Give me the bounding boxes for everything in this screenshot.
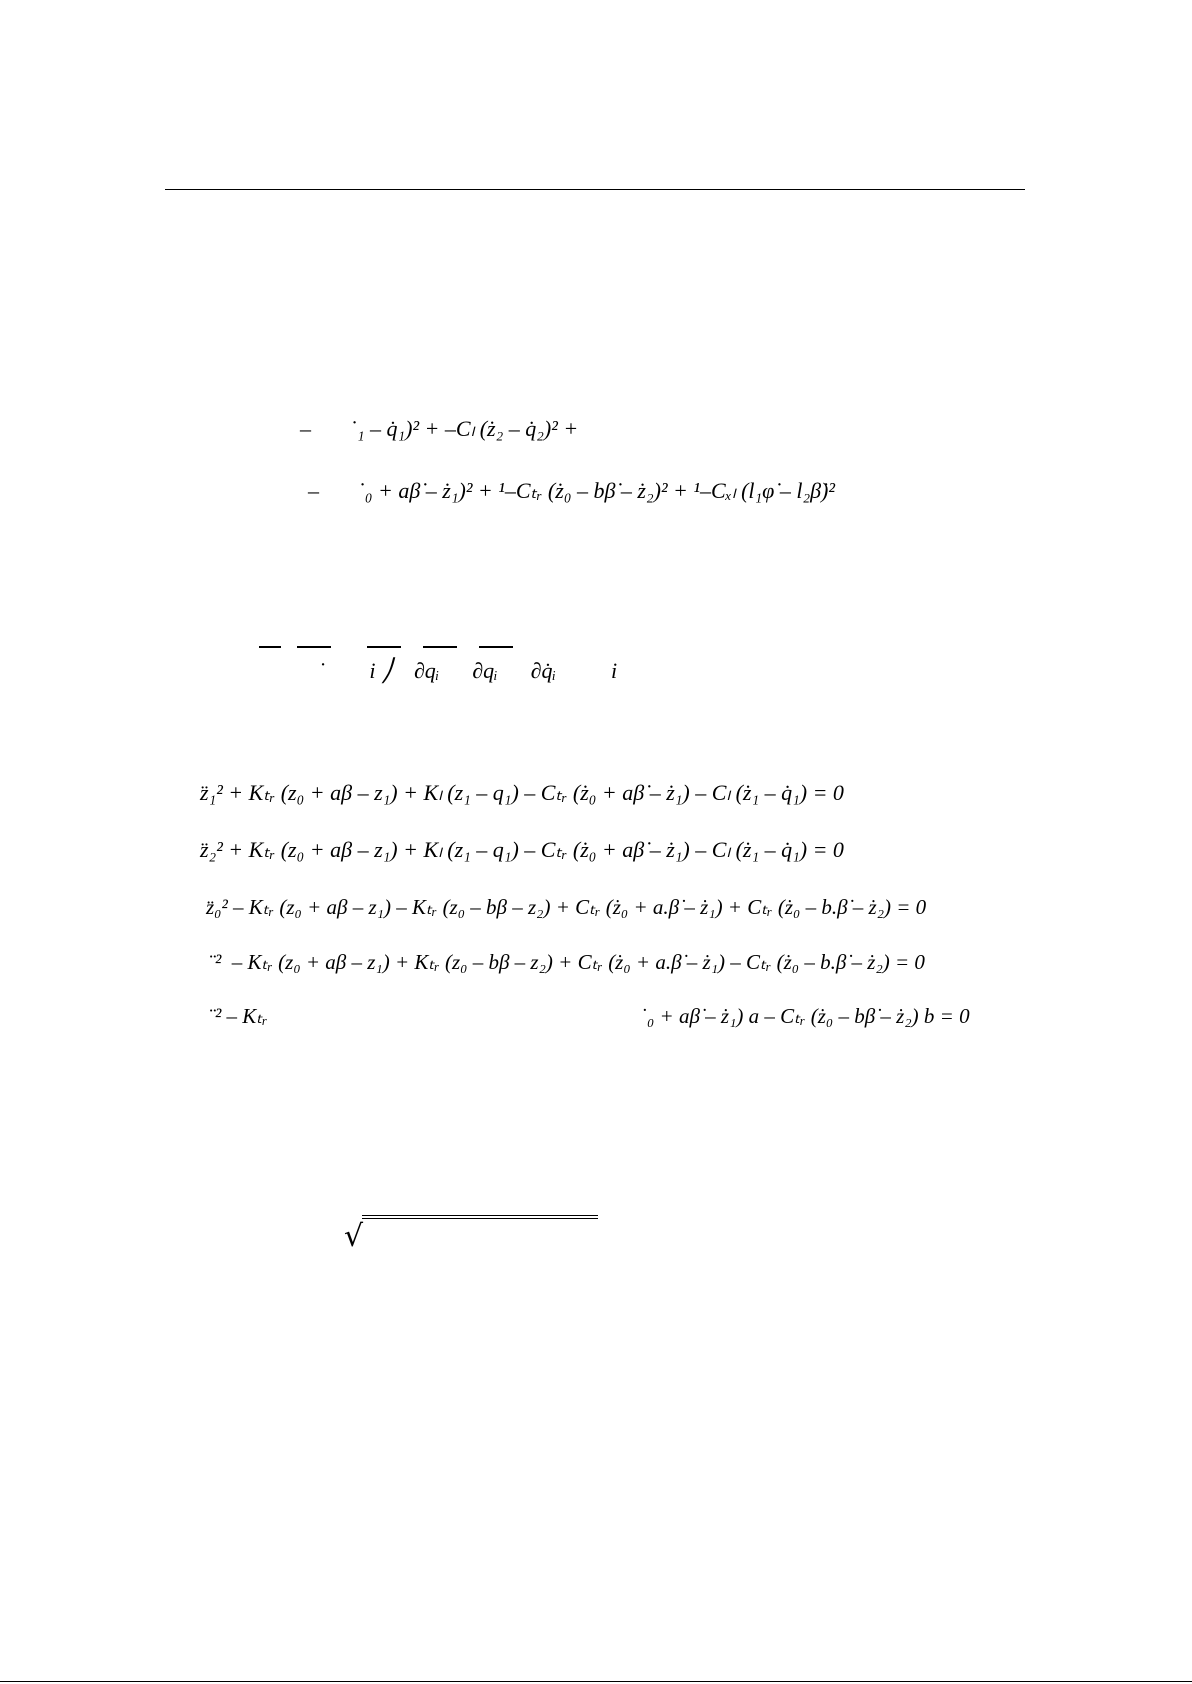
motion-equation-2: z̈₂² + Kₜᵣ (z₀ + aβ – z₁) + Kₗ (z₁ – q₁) – Cₜᵣ (ż₀ + aβ̇ – ż₁) – Cₗ (ż₁ – q̇₁) = 0 — [200, 837, 844, 862]
motion-equation-5-end: ˙₀ + aβ̇ – ż₁) a – Cₜᵣ (ż₀ – bβ̇ – ż₂) b = 0 — [640, 1004, 970, 1028]
energy-equation-line-2: – ˙₀ + aβ̇ – ż₁)² + ¹–Cₜᵣ (ż₀ – bβ̇ – ż₂)² + ¹–Cₓₗ (l₁φ̇ – l₂β̇)² — [308, 478, 835, 503]
motion-equation-3: z̈₀² – Kₜᵣ (z₀ + aβ – z₁) – Kₜᵣ (z₀ – bβ – z₂) + Cₜᵣ (ż₀ + a.β̇ – ż₁) + Cₜᵣ (ż₀ – b.β̇ – ż₂) = 0 — [206, 895, 927, 919]
fraction-bar — [297, 646, 331, 648]
square-root-sign: √ — [344, 1219, 364, 1254]
fraction-bar — [479, 646, 513, 648]
fraction-bar — [367, 646, 401, 648]
page-bottom-edge — [0, 1681, 1192, 1682]
square-root-bar — [362, 1215, 598, 1219]
lagrange-equation: ˙ i ⎠ ∂qᵢ ∂qᵢ ∂q̇ᵢ i — [318, 658, 618, 683]
motion-equation-1: z̈₁² + Kₜᵣ (z₀ + aβ – z₁) + Kₗ (z₁ – q₁) – Cₜᵣ (ż₀ + aβ̇ – ż₁) – Cₗ (ż₁ – q̇₁) = 0 — [200, 780, 844, 805]
motion-equation-5-start: ¨² – Kₜᵣ — [208, 1004, 268, 1028]
fraction-bar — [423, 646, 457, 648]
header-rule — [165, 189, 1025, 190]
motion-equation-4: ¨² – Kₜᵣ (z₀ + aβ – z₁) + Kₜᵣ (z₀ – bβ – z₂) + Cₜᵣ (ż₀ + a.β̇ – ż₁) – Cₜᵣ (ż₀ – b.β̇ – ż₂) = 0 — [208, 950, 925, 974]
fraction-bar — [259, 646, 281, 648]
energy-equation-line-1: – ˙₁ – q̇₁)² + –Cₗ (ż₂ – q̇₂)² + — [300, 416, 579, 441]
